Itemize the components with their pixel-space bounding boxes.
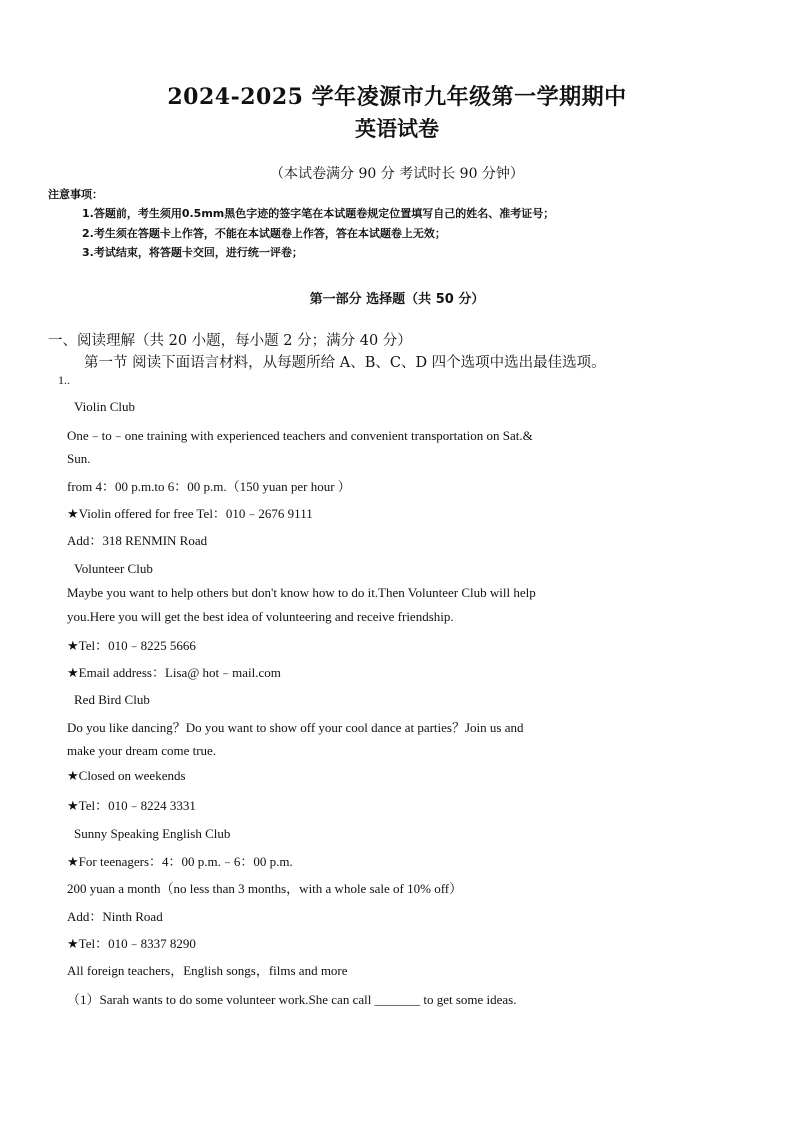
section-instruction: 第一节 阅读下面语言材料，从每题所给 A、B、C、D 四个选项中选出最佳选项。 (84, 355, 606, 371)
violin-desc-line1: One﹣to﹣one training with experienced teachers and convenient transportation on Sat.& (67, 428, 533, 443)
violin-time: from 4：00 p.m.to 6：00 p.m.（150 yuan per hour ） (67, 479, 351, 494)
volunteer-tel: ★Tel：010﹣8225 5666 (67, 638, 196, 653)
volunteer-desc-line1: Maybe you want to help others but don't know how to do it.Then Volunteer Club will help (67, 585, 536, 600)
sunny-address: Add：Ninth Road (67, 909, 163, 924)
question-number: 1.. (58, 373, 70, 387)
exam-title-line2: 英语试卷 (355, 116, 439, 141)
part-title: 第一部分 选择题（共 50 分） (309, 292, 485, 307)
sunny-features: All foreign teachers，English songs，films and more (67, 963, 348, 978)
notice-item-3: 3.考试结束，将答题卡交回，进行统一评卷； (82, 246, 303, 259)
volunteer-desc-line2: you.Here you will get the best idea of volunteering and receive friendship. (67, 609, 454, 624)
notice-item-2: 2.考生须在答题卡上作答，不能在本试题卷上作答，答在本试题卷上无效； (82, 227, 446, 240)
violin-address: Add：318 RENMIN Road (67, 533, 208, 548)
sunny-time: ★For teenagers：4：00 p.m.﹣6：00 p.m. (67, 854, 293, 869)
notice-label: 注意事项： (48, 188, 103, 201)
red-bird-tel: ★Tel：010﹣8224 3331 (67, 798, 196, 813)
red-bird-desc-line1: Do you like dancing？Do you want to show off your cool dance at parties？Join us and (67, 720, 524, 735)
red-bird-closed: ★Closed on weekends (67, 768, 186, 783)
red-bird-desc-line2: make your dream come true. (67, 743, 217, 758)
club-name-red-bird: Red Bird Club (74, 692, 150, 707)
exam-subtitle: （本试卷满分 90 分 考试时长 90 分钟） (270, 166, 524, 182)
club-name-volunteer: Volunteer Club (74, 561, 153, 576)
club-name-sunny: Sunny Speaking English Club (74, 826, 231, 841)
club-name-violin: Violin Club (74, 399, 135, 414)
question-1-text: （1）Sarah wants to do some volunteer work.She can call _______ to get some ideas. (67, 992, 517, 1007)
violin-desc-line2: Sun. (67, 451, 91, 466)
sunny-tel: ★Tel：010﹣8337 8290 (67, 936, 196, 951)
section-title: 一、阅读理解（共 20 小题，每小题 2 分；满分 40 分） (48, 333, 412, 349)
sunny-price: 200 yuan a month（no less than 3 months，with a whole sale of 10% off） (67, 881, 463, 896)
notice-item-1: 1.答题前，考生须用0.5mm黑色字迹的签字笔在本试题卷规定位置填写自己的姓名、准考证号； (82, 207, 555, 220)
volunteer-email: ★Email address：Lisa@ hot﹣mail.com (67, 665, 281, 680)
exam-title-line1: 2024-2025 学年凌源市九年级第一学期期中 (167, 84, 627, 110)
violin-offer-tel: ★Violin offered for free Tel：010﹣2676 9111 (67, 506, 313, 521)
